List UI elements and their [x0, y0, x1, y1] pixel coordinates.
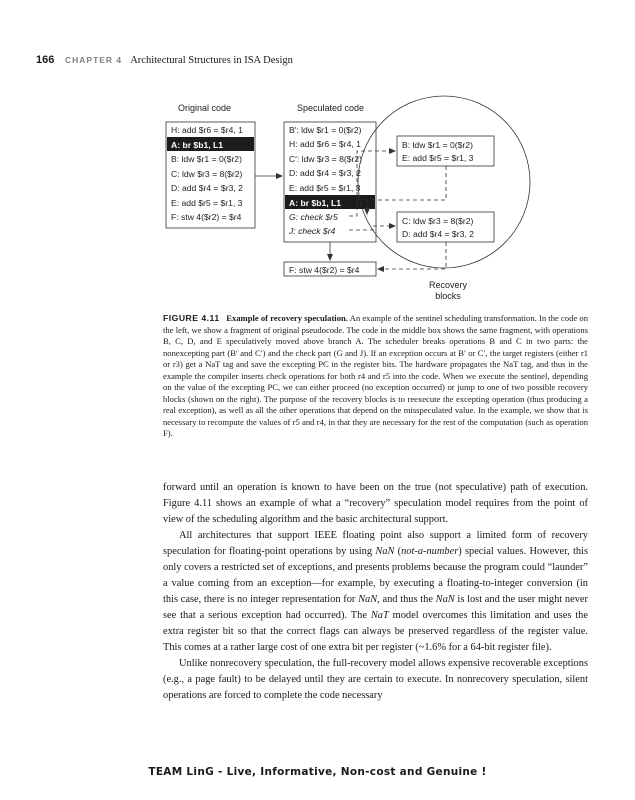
recovery1-line-b: B: ldw $r1 = 0($r2): [402, 140, 473, 150]
original-line-a: A: br $b1, L1: [171, 140, 224, 150]
page-footer: TEAM LinG - Live, Informative, Non-cost and Genuine !: [148, 766, 487, 778]
p2-part-a: All architectures that support IEEE floating point also support a limited form of recovery speculation for floating-point operations by using: [163, 530, 588, 557]
page-number: 166: [36, 54, 55, 66]
original-line-c: C: ldw $r3 = 8($r2): [171, 169, 243, 179]
original-code-title: Original code: [178, 103, 232, 113]
recovery2-line-d: D: add $r4 = $r3, 2: [402, 229, 474, 239]
spec-line-b-prime: B′: ldw $r1 = 0($r2): [289, 125, 362, 135]
p2-not-a-number: not-a-number: [401, 546, 459, 557]
spec-line-a: A: br $b1, L1: [289, 198, 342, 208]
chapter-label: CHAPTER 4: [64, 55, 123, 65]
figure-label: FIGURE 4.11: [163, 313, 220, 323]
p2-nan-2: NaN: [358, 594, 378, 605]
p2-part-d: is lost and the user might never see that a serious exception had occurred). The: [163, 594, 588, 621]
recovery-label-line1: Recovery: [428, 280, 468, 290]
spec-line-j: J: check $r4: [289, 226, 336, 236]
spec-line-d: D: add $r4 = $r3, 2: [289, 168, 361, 178]
figure-caption: [163, 313, 588, 440]
spec-line-c-prime: C′: ldw $r3 = 8($r2): [289, 154, 363, 164]
spec-line-g: G: check $r5: [289, 212, 338, 222]
original-line-b: B: ldw $r1 = 0($r2): [171, 154, 242, 164]
recovery-label-line2: blocks: [435, 291, 461, 301]
figure-4-11-diagram: [0, 0, 635, 310]
p2-part-e: model overcomes this limitation and uses the extra register bit so that the correct flags can always be preserved regardless of the register value. This comes at a rather large cost of one extra bit per register (~1.6% for a 64-bit register file).: [163, 610, 588, 653]
original-line-e: E: add $r5 = $r1, 3: [171, 198, 243, 208]
recovery2-line-c: C: ldw $r3 = 8($r2): [402, 216, 474, 226]
p2-part-c: , and thus the: [377, 594, 436, 605]
spec-line-h: H: add $r6 = $r4, 1: [289, 139, 361, 149]
recovery2-return-arrow: [378, 242, 446, 269]
original-line-f: F: stw 4($r2) = $r4: [171, 212, 242, 222]
paragraph-3: Unlike nonrecovery speculation, the full-recovery model allows expensive recoverable exceptions (e.g., a page fault) to be delayed until they are certain to execute. In nonrecovery speculation, silent operations are forced to complete the code necessary: [163, 658, 588, 701]
recovery1-return-arrow: [367, 166, 446, 214]
p2-nan-3: NaN: [435, 594, 455, 605]
figure-caption-text: An example of the sentinel scheduling transformation. In the code on the left, we show a fragment of original pseudocode. The code in the middle box shows the same fragment, with operations B, C, D, and E speculatively moved above branch A. The scheduler breaks operations B and C in two parts: the nonexcepting part (B′ and C′) and the check part (G and J). If an exception occurs at B′ or C′, the target registers (either r1 or r3) get a NaT tag and save the excepting PC in the register bits. The hardware propagates the NaT tag, and thus in the example the compiler inserts check operations for both r4 and r5 into the code. When we execute the sentinel, depending on the value of the excepting PC, we can either proceed (no exception occurred) or jump to one of two possible recovery blocks (shown on the right). The purpose of the recovery blocks is to reexecute the excepting operation (thus producing a real exception), as well as all the other operations that depend on the misspeculated value. In the example, we show that is necessary to recompute the values of r5 and r4, in that they are necessary for the rest of the computation (such as operation F).: [163, 313, 588, 438]
spec-line-e: E: add $r5 = $r1, 3: [289, 183, 361, 193]
recovery1-line-e: E: add $r5 = $r1, 3: [402, 153, 474, 163]
f-store-line: F: stw 4($r2) = $r4: [289, 265, 360, 275]
figure-title: Example of recovery speculation.: [226, 313, 348, 323]
original-line-d: D: add $r4 = $r3, 2: [171, 183, 243, 193]
p2-paren: (: [394, 546, 402, 557]
paragraph-2: [163, 528, 588, 656]
p2-nan: NaN: [375, 546, 395, 557]
p2-part-b: ) special values. However, this only covers a restricted set of exceptions, and presents problems because the program could “launder” a value coming from an exception—for example, by executing a floating-to-integer conversion (in this case, there is no integer representation for: [163, 546, 588, 605]
p2-nat: NaT: [370, 610, 389, 621]
chapter-title: Architectural Structures in ISA Design: [130, 55, 293, 66]
paragraph-1: forward until an operation is known to have been on the true (not speculative) path of execution. Figure 4.11 shows an example of what a “recovery” speculation model requires from the point of view of the scheduling algorithm and the basic architectural support.: [163, 482, 588, 525]
original-line-h: H: add $r6 = $r4, 1: [171, 125, 243, 135]
speculated-code-title: Speculated code: [297, 103, 365, 113]
body-text: [163, 480, 588, 704]
